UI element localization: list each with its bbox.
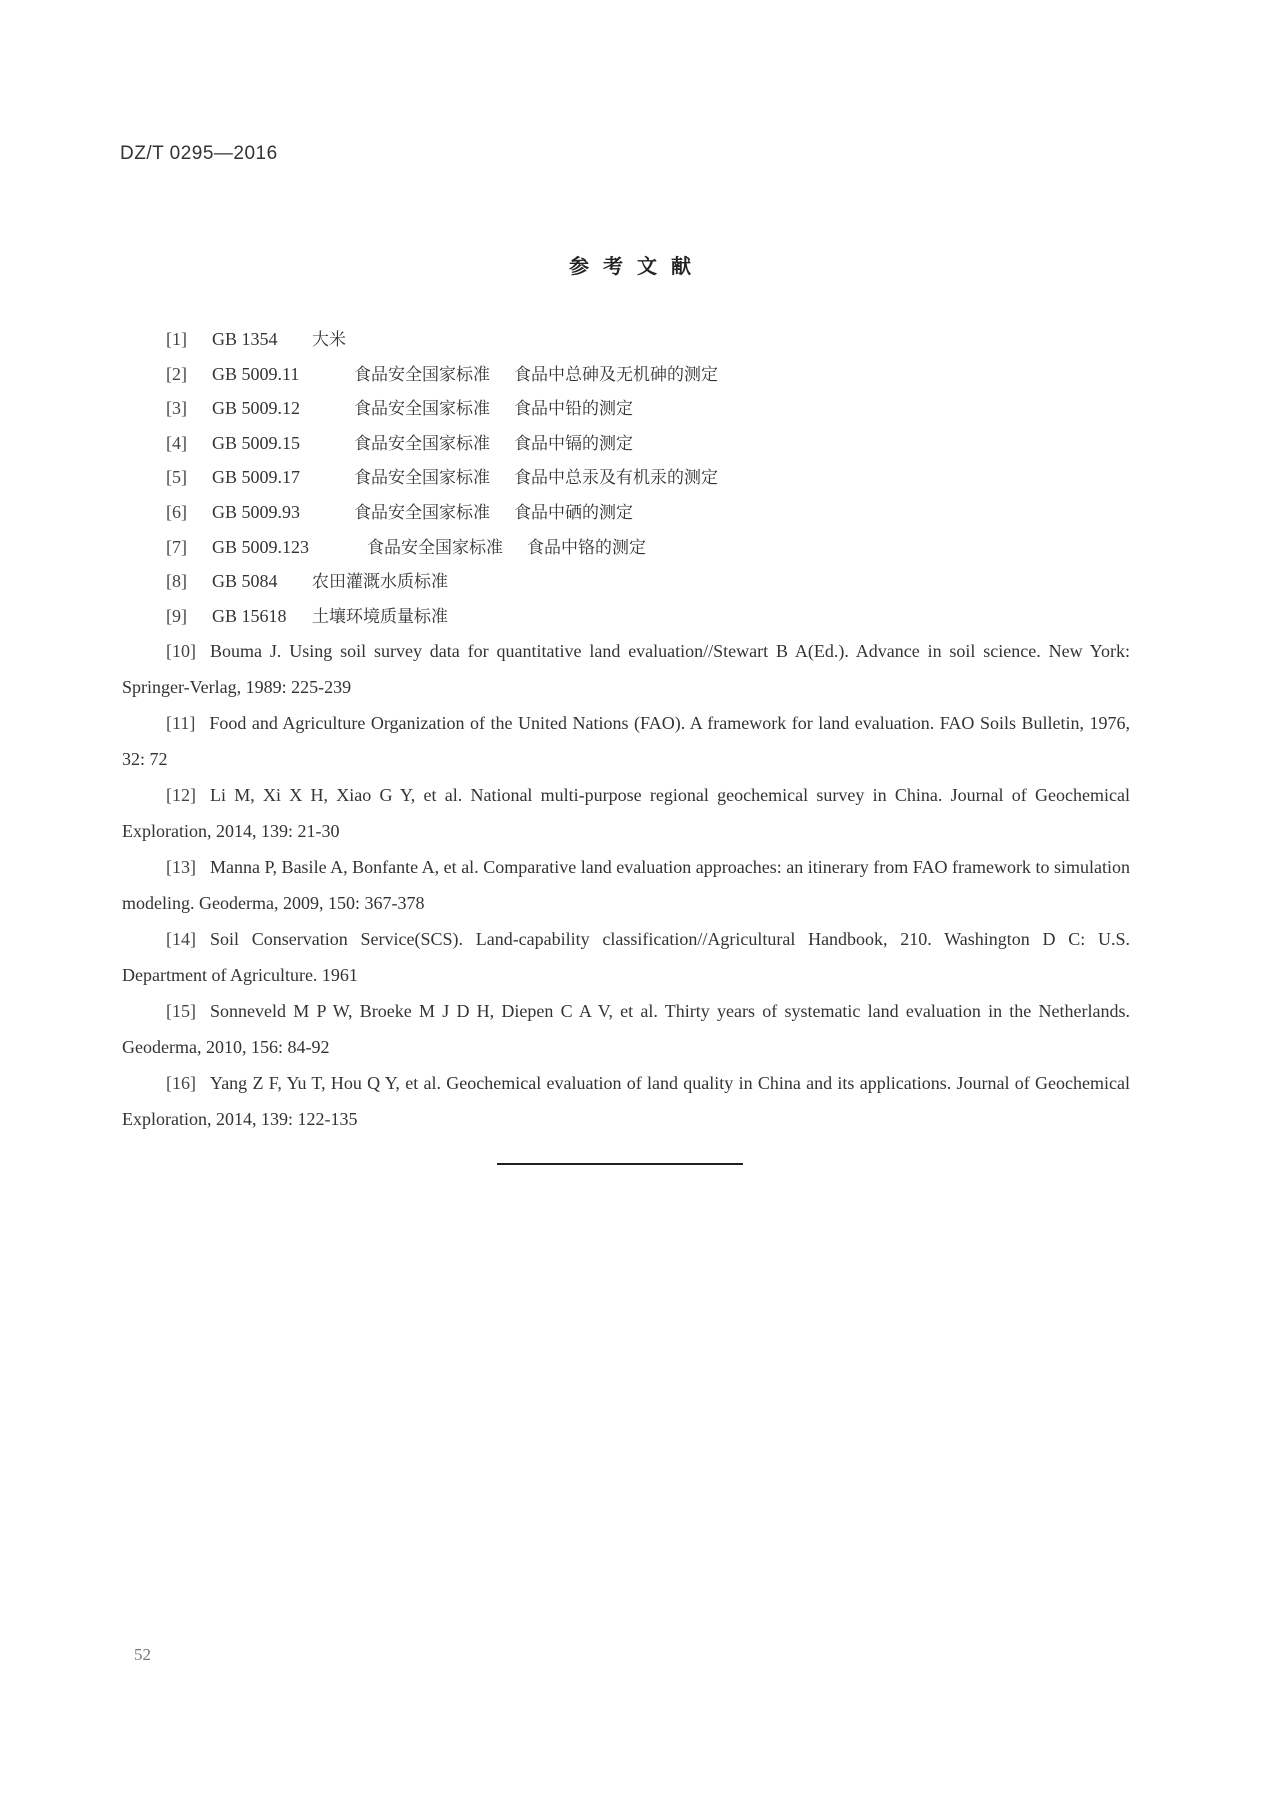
reference-number: [5]: [166, 467, 187, 488]
reference-item: [122, 460, 1130, 495]
reference-item: [122, 705, 1130, 777]
standard-title: 土壤环境质量标准: [312, 606, 448, 627]
reference-item: [122, 495, 1130, 530]
standard-subtitle: 食品中总汞及有机汞的测定: [514, 468, 718, 489]
reference-text: Bouma J. Using soil survey data for quantitative land evaluation//Stewart B A(Ed.). Advance in soil science. New York: Springer-Verlag, 1989: 225-239: [122, 641, 1130, 698]
standard-subtitle: 食品中硒的测定: [514, 502, 633, 523]
standard-subtitle: 食品中铅的测定: [514, 399, 633, 420]
reference-text: Manna P, Basile A, Bonfante A, et al. Comparative land evaluation approaches: an itinerary from FAO framework to simulation modeling. Geoderma, 2009, 150: 367-378: [122, 857, 1130, 914]
reference-number: [8]: [166, 571, 187, 592]
standard-subtitle: 食品中镉的测定: [514, 433, 633, 454]
reference-item: [122, 1065, 1130, 1137]
reference-number: [13]: [166, 857, 196, 878]
standard-code: GB 5009.11: [212, 363, 300, 384]
reference-text: Li M, Xi X H, Xiao G Y, et al. National multi-purpose regional geochemical survey in China. Journal of Geochemical Exploration, 2014, 139: 21-30: [122, 785, 1130, 842]
reference-item: [122, 849, 1130, 921]
closing-rule: [497, 1163, 743, 1165]
standard-code: GB 15618: [212, 605, 287, 626]
reference-item: [122, 993, 1130, 1065]
reference-number: [10]: [166, 641, 196, 662]
standard-code-header: DZ/T 0295—2016: [120, 143, 278, 164]
standard-code: GB 1354: [212, 329, 278, 349]
reference-list: [122, 322, 1130, 1137]
reference-number: [6]: [166, 501, 187, 522]
reference-item: [122, 777, 1130, 849]
reference-text: Yang Z F, Yu T, Hou Q Y, et al. Geochemical evaluation of land quality in China and its applications. Journal of Geochemical Exploration, 2014, 139: 122-135: [122, 1073, 1130, 1130]
reference-number: [9]: [166, 605, 187, 626]
reference-number: [14]: [166, 929, 196, 950]
reference-number: [1]: [166, 329, 187, 349]
standard-title: 食品安全国家标准: [354, 399, 490, 420]
standard-title: 食品安全国家标准: [367, 537, 503, 558]
page-number: 52: [134, 1645, 151, 1664]
standard-title: 食品安全国家标准: [354, 502, 490, 523]
standard-code: GB 5009.93: [212, 501, 301, 522]
standard-code: GB 5009.17: [212, 467, 301, 488]
reference-text: Soil Conservation Service(SCS). Land-capability classification//Agricultural Handbook, 210. Washington D C: U.S. Department of Agriculture. 1961: [122, 929, 1130, 986]
reference-item: [122, 357, 1130, 392]
reference-number: [11]: [166, 713, 196, 734]
reference-item: [122, 530, 1130, 565]
reference-number: [4]: [166, 432, 187, 453]
reference-item: [122, 426, 1130, 461]
standard-code: GB 5009.123: [212, 536, 310, 557]
reference-number: [7]: [166, 536, 187, 557]
reference-item: [122, 921, 1130, 993]
standard-subtitle: 食品中铬的测定: [527, 537, 646, 558]
standard-code: GB 5009.15: [212, 432, 301, 453]
reference-item: [122, 599, 1130, 634]
reference-text: Food and Agriculture Organization of the United Nations (FAO). A framework for land evaluation. FAO Soils Bulletin, 1976, 32: 72: [122, 713, 1130, 770]
standard-title: 食品安全国家标准: [354, 433, 490, 454]
standard-code: GB 5009.12: [212, 398, 301, 419]
reference-number: [3]: [166, 398, 187, 419]
reference-number: [16]: [166, 1073, 196, 1094]
reference-number: [2]: [166, 363, 187, 384]
standard-title: 食品安全国家标准: [354, 364, 490, 385]
reference-item: [122, 322, 1130, 357]
section-title: 参考文献: [569, 254, 705, 278]
standard-code: GB 5084: [212, 571, 278, 592]
standard-title: 农田灌溉水质标准: [312, 572, 448, 593]
reference-number: [15]: [166, 1001, 196, 1022]
reference-item: [122, 391, 1130, 426]
standard-title: 大米: [312, 330, 346, 350]
standard-subtitle: 食品中总砷及无机砷的测定: [514, 364, 718, 385]
reference-text: Sonneveld M P W, Broeke M J D H, Diepen C A V, et al. Thirty years of systematic land evaluation in the Netherlands. Geoderma, 2010, 156: 84-92: [122, 1001, 1130, 1058]
reference-number: [12]: [166, 785, 196, 806]
reference-item: [122, 633, 1130, 705]
standard-title: 食品安全国家标准: [354, 468, 490, 489]
reference-item: [122, 564, 1130, 599]
